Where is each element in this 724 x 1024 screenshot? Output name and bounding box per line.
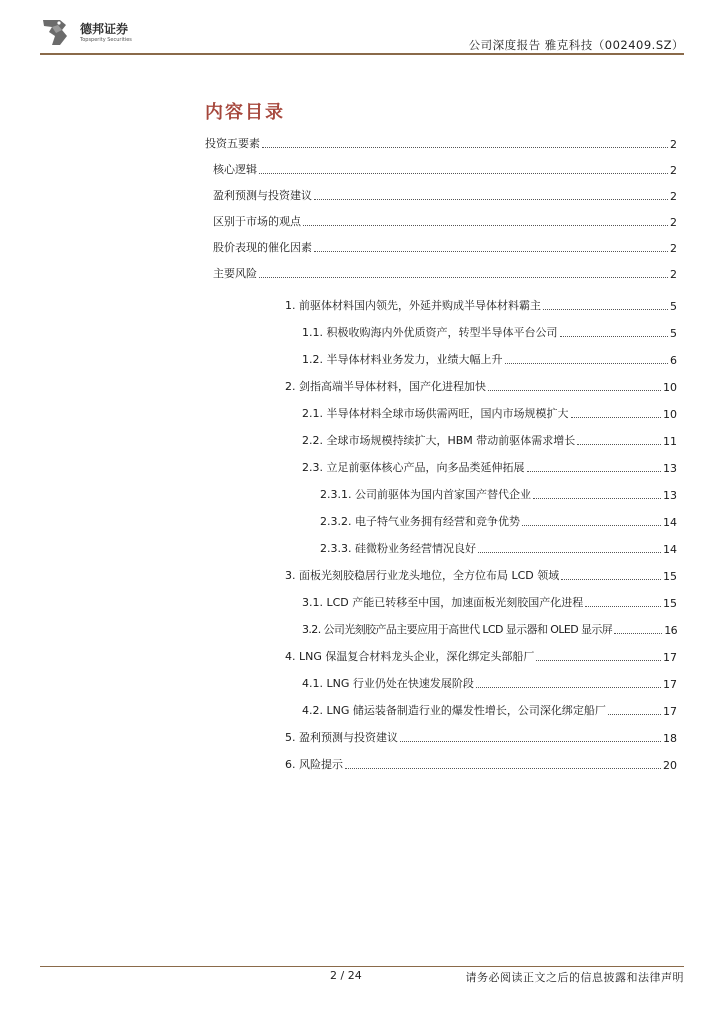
toc-leader bbox=[560, 336, 669, 337]
toc-entry-text: 4. LNG 保温复合材料龙头企业，深化绑定头部船厂 bbox=[285, 650, 535, 663]
toc-entry[interactable] bbox=[320, 513, 677, 529]
disclaimer-note: 请务必阅读正文之后的信息披露和法律声明 bbox=[465, 971, 684, 984]
toc-entry-text: 4.1. LNG 行业仍处在快速发展阶段 bbox=[302, 677, 474, 690]
toc-leader bbox=[259, 173, 668, 174]
toc-entry[interactable] bbox=[285, 729, 677, 745]
toc-entry-page: 5 bbox=[670, 300, 677, 313]
toc-entry[interactable] bbox=[213, 213, 677, 229]
toc-entry-text: 投资五要素 bbox=[205, 137, 260, 150]
toc-entry-text: 3. 面板光刻胶稳居行业龙头地位，全方位布局 LCD 领域 bbox=[285, 569, 560, 582]
toc-entry-text: 2. 剑指高端半导体材料，国产化进程加快 bbox=[285, 380, 486, 393]
toc-entry-page: 13 bbox=[663, 462, 677, 475]
toc-entry-text: 3.2. 公司光刻胶产品主要应用于高世代 LCD 显示器和 OLED 显示屏 bbox=[302, 623, 613, 636]
toc-entry-page: 16 bbox=[664, 624, 677, 637]
toc-entry-page: 5 bbox=[670, 327, 677, 340]
toc-entry[interactable] bbox=[205, 135, 677, 151]
toc-heading: 内容目录 bbox=[205, 102, 285, 123]
toc-entry-page: 17 bbox=[663, 705, 677, 718]
toc-leader bbox=[505, 363, 669, 364]
toc-leader bbox=[571, 417, 662, 418]
toc-entry-page: 11 bbox=[663, 435, 677, 448]
toc-entry-page: 6 bbox=[670, 354, 677, 367]
toc-entry[interactable] bbox=[302, 351, 677, 367]
toc-entry[interactable] bbox=[302, 432, 677, 448]
toc-leader bbox=[476, 687, 661, 688]
company-logo bbox=[40, 16, 138, 48]
toc-leader bbox=[533, 498, 661, 499]
report-header-title: 公司深度报告 雅克科技（002409.SZ） bbox=[468, 38, 684, 52]
toc-entry-text: 2.3.3. 硅微粉业务经营情况良好 bbox=[320, 542, 476, 555]
toc-entry-page: 15 bbox=[663, 570, 677, 583]
toc-entry-page: 2 bbox=[670, 138, 677, 151]
toc-entry-text: 股价表现的催化因素 bbox=[213, 241, 312, 254]
toc-entry[interactable] bbox=[285, 648, 677, 664]
toc-entry-text: 6. 风险提示 bbox=[285, 758, 343, 771]
toc-entry-page: 2 bbox=[670, 216, 677, 229]
toc-entry-text: 2.1. 半导体材料全球市场供需两旺，国内市场规模扩大 bbox=[302, 407, 569, 420]
toc-leader bbox=[585, 606, 661, 607]
toc-entry[interactable] bbox=[302, 621, 677, 637]
logo-text-cn: 德邦证券 bbox=[80, 22, 129, 36]
toc-leader bbox=[614, 633, 662, 634]
toc-entry[interactable] bbox=[302, 324, 677, 340]
toc-entry-text: 3.1. LCD 产能已转移至中国，加速面板光刻胶国产化进程 bbox=[302, 596, 584, 609]
toc-entry-page: 20 bbox=[663, 759, 677, 772]
toc-entry-text: 5. 盈利预测与投资建议 bbox=[285, 731, 398, 744]
toc-leader bbox=[561, 579, 661, 580]
toc-entry[interactable] bbox=[302, 594, 677, 610]
toc-entry-text: 2.3.1. 公司前驱体为国内首家国产替代企业 bbox=[320, 488, 531, 501]
toc-leader bbox=[527, 471, 662, 472]
toc-entry-page: 2 bbox=[670, 164, 677, 177]
toc-entry-page: 18 bbox=[663, 732, 677, 745]
toc-entry[interactable] bbox=[302, 405, 677, 421]
toc-entry[interactable] bbox=[302, 459, 677, 475]
toc-entry-page: 10 bbox=[663, 408, 677, 421]
toc-entry-text: 1. 前驱体材料国内领先，外延并购成半导体材料霸主 bbox=[285, 299, 541, 312]
header-divider bbox=[40, 53, 684, 55]
toc-leader bbox=[536, 660, 661, 661]
toc-entry[interactable] bbox=[320, 540, 677, 556]
toc-entry-text: 主要风险 bbox=[213, 267, 257, 280]
toc-entry-page: 17 bbox=[663, 678, 677, 691]
toc-entry-text: 2.3. 立足前驱体核心产品，向多品类延伸拓展 bbox=[302, 461, 525, 474]
toc-leader bbox=[608, 714, 661, 715]
toc-entry-text: 核心逻辑 bbox=[213, 163, 257, 176]
footer-divider bbox=[40, 966, 684, 967]
toc-entry-text: 区别于市场的观点 bbox=[213, 215, 301, 228]
toc-leader bbox=[345, 768, 661, 769]
toc-leader bbox=[259, 277, 668, 278]
toc-entry[interactable] bbox=[320, 486, 677, 502]
toc-leader bbox=[303, 225, 668, 226]
toc-entry[interactable] bbox=[285, 378, 677, 394]
toc-entry[interactable] bbox=[213, 265, 677, 281]
toc-entry-page: 14 bbox=[663, 543, 677, 556]
toc-leader bbox=[488, 390, 661, 391]
toc-entry-text: 4.2. LNG 储运装备制造行业的爆发性增长，公司深化绑定船厂 bbox=[302, 704, 606, 717]
toc-entry-page: 14 bbox=[663, 516, 677, 529]
toc-leader bbox=[314, 251, 668, 252]
toc-entry[interactable] bbox=[285, 567, 677, 583]
toc-entry-page: 17 bbox=[663, 651, 677, 664]
toc-entry[interactable] bbox=[213, 187, 677, 203]
toc-leader bbox=[314, 199, 668, 200]
toc-entry-page: 13 bbox=[663, 489, 677, 502]
toc-entry-page: 15 bbox=[663, 597, 677, 610]
toc-entry[interactable] bbox=[302, 702, 677, 718]
toc-leader bbox=[522, 525, 661, 526]
logo-text-en: Topsperity Securities bbox=[80, 37, 132, 43]
toc-entry[interactable] bbox=[302, 675, 677, 691]
toc-entry-text: 1.1. 积极收购海内外优质资产，转型半导体平台公司 bbox=[302, 326, 558, 339]
toc-entry[interactable] bbox=[213, 239, 677, 255]
toc-entry[interactable] bbox=[285, 297, 677, 313]
toc-leader bbox=[262, 147, 668, 148]
toc-entry-text: 2.3.2. 电子特气业务拥有经营和竞争优势 bbox=[320, 515, 520, 528]
toc-entry-page: 2 bbox=[670, 190, 677, 203]
toc-leader bbox=[577, 444, 661, 445]
toc-entry-text: 1.2. 半导体材料业务发力，业绩大幅上升 bbox=[302, 353, 503, 366]
toc-entry-page: 2 bbox=[670, 242, 677, 255]
toc-entry-text: 2.2. 全球市场规模持续扩大，HBM 带动前驱体需求增长 bbox=[302, 434, 576, 447]
toc-leader bbox=[543, 309, 668, 310]
toc-leader bbox=[478, 552, 661, 553]
logo-mark-icon bbox=[40, 16, 72, 48]
toc-entry-page: 10 bbox=[663, 381, 677, 394]
page-indicator: 2 / 24 bbox=[330, 969, 362, 982]
toc-entry[interactable] bbox=[213, 161, 677, 177]
toc-leader bbox=[400, 741, 661, 742]
toc-entry[interactable] bbox=[285, 756, 677, 772]
toc-entry-text: 盈利预测与投资建议 bbox=[213, 189, 312, 202]
toc-entry-page: 2 bbox=[670, 268, 677, 281]
